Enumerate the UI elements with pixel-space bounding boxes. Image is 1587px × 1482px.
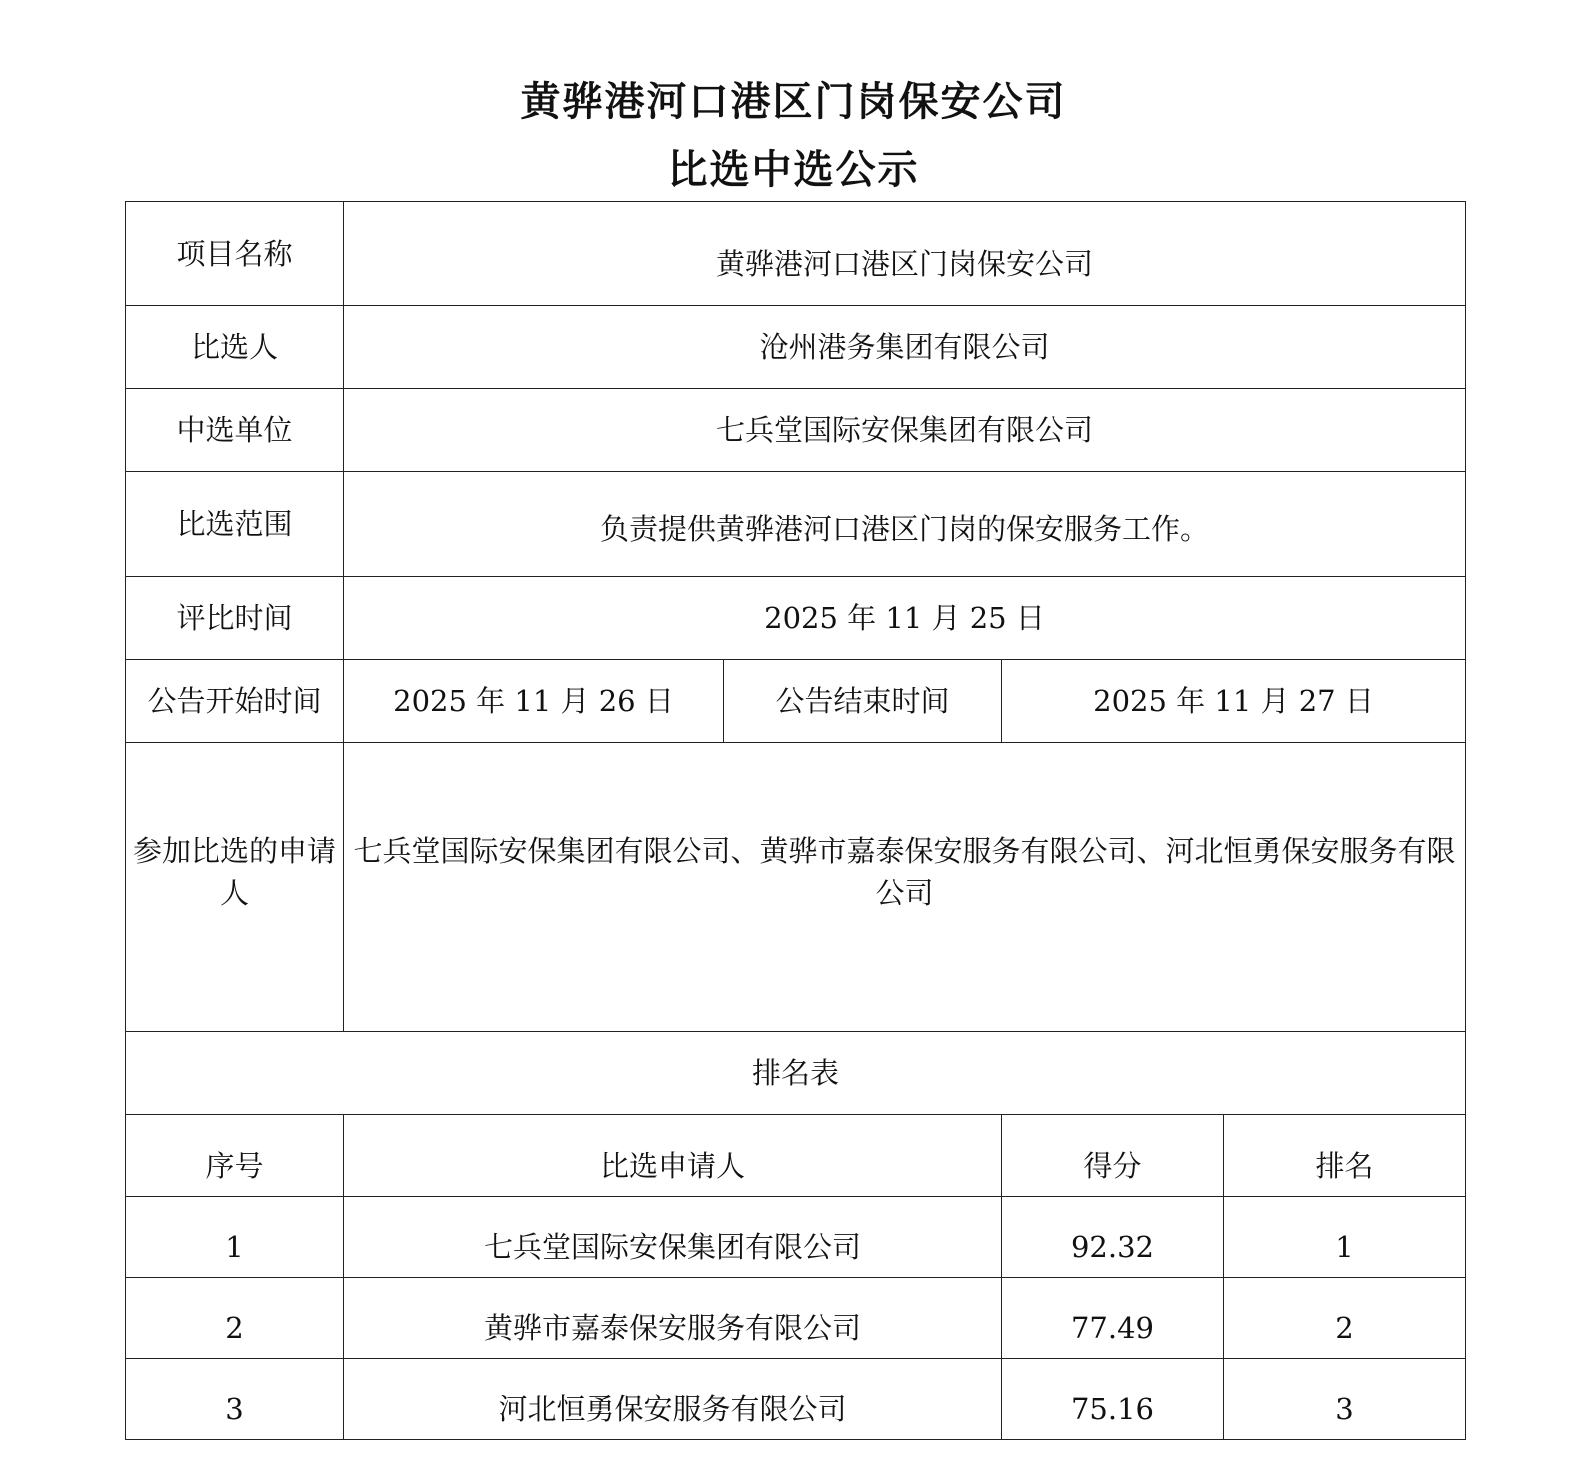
document-title: 黄骅港河口港区门岗保安公司 <box>520 78 1067 125</box>
row-applicant: 黄骅市嘉泰保安服务有限公司 <box>344 1278 1002 1359</box>
scope-value: 负责提供黄骅港河口港区门岗的保安服务工作。 <box>344 472 1466 577</box>
winner-value: 七兵堂国际安保集团有限公司 <box>344 389 1466 472</box>
row-project-name <box>126 202 1466 306</box>
notice-start-label: 公告开始时间 <box>126 660 344 743</box>
applicants-value: 七兵堂国际安保集团有限公司、黄骅市嘉泰保安服务有限公司、河北恒勇保安服务有限公司 <box>344 743 1466 1032</box>
eval-time-value: 2025 年 11 月 25 日 <box>344 577 1466 660</box>
row-applicant: 七兵堂国际安保集团有限公司 <box>344 1197 1002 1278</box>
row-winner <box>126 389 1466 472</box>
applicants-label: 参加比选的申请人 <box>126 743 344 1032</box>
row-notice-period <box>126 660 1466 743</box>
selector-value: 沧州港务集团有限公司 <box>344 306 1466 389</box>
row-no: 3 <box>126 1359 344 1440</box>
row-selector <box>126 306 1466 389</box>
col-header-applicant: 比选申请人 <box>344 1115 1002 1197</box>
scope-label: 比选范围 <box>126 472 344 577</box>
row-score: 75.16 <box>1002 1359 1224 1440</box>
winner-label: 中选单位 <box>126 389 344 472</box>
col-header-no: 序号 <box>126 1115 344 1197</box>
col-header-score: 得分 <box>1002 1115 1224 1197</box>
row-applicants <box>126 743 1466 1032</box>
row-score: 77.49 <box>1002 1278 1224 1359</box>
row-applicant: 河北恒勇保安服务有限公司 <box>344 1359 1002 1440</box>
row-score: 92.32 <box>1002 1197 1224 1278</box>
table-row <box>126 1278 1466 1359</box>
eval-time-label: 评比时间 <box>126 577 344 660</box>
document-subtitle: 比选中选公示 <box>667 146 920 193</box>
row-rank: 3 <box>1224 1359 1466 1440</box>
row-rank: 2 <box>1224 1278 1466 1359</box>
row-rank: 1 <box>1224 1197 1466 1278</box>
col-header-rank: 排名 <box>1224 1115 1466 1197</box>
notice-end-label: 公告结束时间 <box>724 660 1002 743</box>
ranking-title: 排名表 <box>126 1032 1466 1115</box>
notice-end-value: 2025 年 11 月 27 日 <box>1002 660 1466 743</box>
table-row <box>126 1197 1466 1278</box>
ranking-header-row <box>126 1115 1466 1197</box>
project-name-label: 项目名称 <box>126 202 344 306</box>
row-scope <box>126 472 1466 577</box>
row-eval-time <box>126 577 1466 660</box>
row-no: 2 <box>126 1278 344 1359</box>
row-no: 1 <box>126 1197 344 1278</box>
table-row <box>126 1359 1466 1440</box>
announcement-table <box>125 201 1466 1440</box>
row-ranking-title <box>126 1032 1466 1115</box>
selector-label: 比选人 <box>126 306 344 389</box>
project-name-value: 黄骅港河口港区门岗保安公司 <box>344 202 1466 306</box>
notice-start-value: 2025 年 11 月 26 日 <box>344 660 724 743</box>
